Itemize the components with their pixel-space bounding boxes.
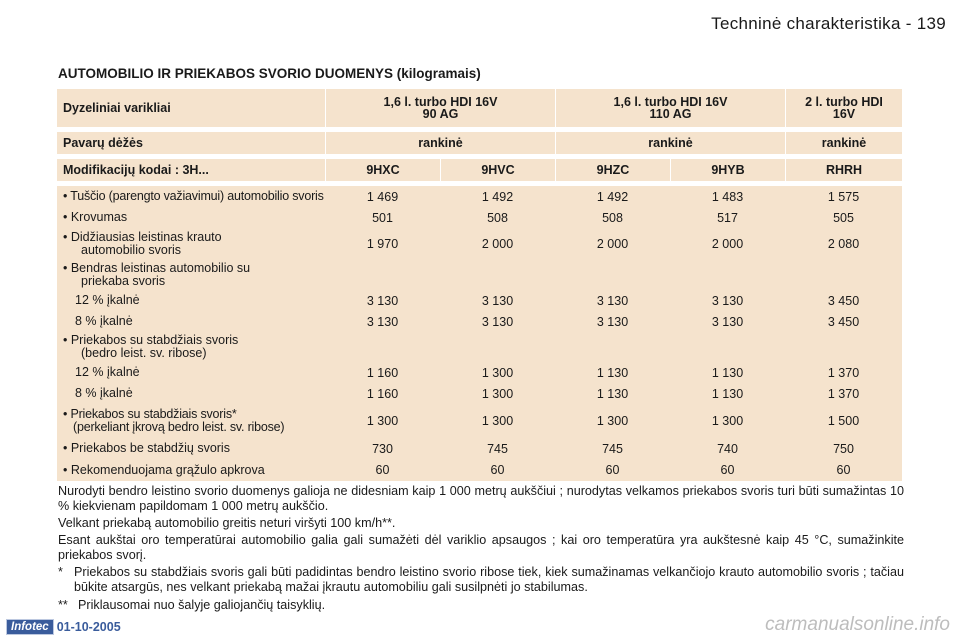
- value-cell: 1 370: [827, 386, 860, 401]
- row-label: • Bendras leistinas automobilio su priekaba svoris: [63, 261, 251, 288]
- row-label: 12 % įkalnė: [75, 365, 140, 379]
- value-cell: 508: [487, 210, 508, 225]
- value-cell: 3 130: [481, 293, 514, 308]
- row-label: 8 % įkalnė: [75, 314, 133, 328]
- value-cell: 750: [833, 441, 854, 456]
- note-temperature: Esant aukštai oro temperatūrai automobilio galia gali sumažėti dėl variklio apsaugos ; kai oro temperatūra yra aukštesnė kaip 45 °C, sumažinkite priekabos svorį.: [58, 533, 904, 562]
- value-cell: 1 500: [827, 414, 860, 428]
- value-cell: 1 492: [596, 189, 629, 204]
- edition-date: 01-10-2005: [56, 620, 121, 634]
- value-cell: [670, 260, 785, 290]
- value-cell: [440, 260, 555, 290]
- note-speed: Velkant priekabą automobilio greitis neturi viršyti 100 km/h**.: [58, 516, 396, 530]
- value-cell: 3 130: [481, 314, 514, 329]
- code-cell: 9HZC: [555, 159, 670, 181]
- value-cell: 745: [487, 441, 508, 456]
- value-cell: 1 130: [596, 365, 629, 380]
- data-body: [57, 186, 902, 481]
- value-cell: 60: [720, 463, 735, 477]
- engine-label: Dyzeliniai varikliai: [63, 100, 171, 115]
- value-cell: 3 130: [596, 314, 629, 329]
- value-cell: 1 492: [481, 189, 514, 204]
- value-cell: 1 300: [366, 414, 399, 428]
- row-label: • Priekabos be stabdžių svoris: [63, 441, 230, 455]
- row-label: • Krovumas: [63, 210, 128, 224]
- watermark: carmanualsonline.info: [765, 614, 950, 635]
- page-header: Techninė charakteristika - 139: [711, 14, 946, 33]
- value-cell: 3 130: [711, 314, 744, 329]
- value-cell: [670, 332, 785, 362]
- code-cell: 9HYB: [670, 159, 785, 181]
- footer-brand: [6, 620, 121, 634]
- value-cell: 1 469: [366, 189, 399, 204]
- gearbox-row: [57, 132, 902, 154]
- table-row: [57, 438, 902, 459]
- row-label: • Priekabos su stabdžiais svoris* (perkeliant įkrovą bedro leist. sv. ribose): [63, 407, 285, 434]
- value-cell: 1 130: [711, 386, 744, 401]
- table-row: [57, 207, 902, 228]
- value-cell: 745: [602, 441, 623, 456]
- value-cell: 60: [836, 463, 851, 477]
- row-label: • Rekomenduojama grąžulo apkrova: [63, 462, 265, 477]
- value-cell: 1 300: [596, 414, 629, 428]
- note-double-star: ** Priklausomai nuo šalyje galiojančių taisyklių.: [58, 598, 326, 612]
- table-row: [57, 228, 902, 260]
- value-cell: 3 130: [366, 293, 399, 308]
- value-cell: 2 000: [596, 237, 629, 251]
- value-cell: 3 130: [711, 293, 744, 308]
- engine-header-row: [57, 89, 902, 127]
- value-cell: 1 300: [711, 414, 744, 428]
- table-row: [57, 311, 902, 332]
- row-label: 12 % įkalnė: [75, 293, 140, 307]
- value-cell: 1 160: [366, 386, 399, 401]
- table-row: [57, 404, 902, 438]
- value-cell: 1 130: [711, 365, 744, 380]
- weights-table: [57, 89, 902, 481]
- value-cell: 60: [375, 463, 390, 477]
- engine-col-2: 1,6 l. turbo HDI 16V 110 AG: [555, 89, 785, 127]
- value-cell: 1 575: [827, 189, 860, 204]
- gearbox-cell: rankinė: [555, 132, 785, 154]
- table-row: [57, 459, 902, 481]
- note-altitude: Nurodyti bendro leistino svorio duomenys galioja ne didesniam kaip 1 000 metrų aukščiui ; nurodytas velkamos priekabos svoris turi būti sumažintas 10 % kiekvienam papildomam 1 000 metrų aukščio.: [58, 484, 904, 513]
- gearbox-cell: rankinė: [325, 132, 555, 154]
- value-cell: 1 300: [481, 386, 514, 401]
- value-cell: 740: [717, 441, 738, 456]
- section-heading: AUTOMOBILIO IR PRIEKABOS SVORIO DUOMENYS (kilogramais): [58, 66, 481, 81]
- value-cell: 517: [717, 210, 738, 225]
- value-cell: 2 000: [481, 237, 514, 251]
- value-cell: [325, 260, 440, 290]
- value-cell: [555, 260, 670, 290]
- brand-logo: Infotec: [6, 619, 54, 635]
- row-label: • Tuščio (parengto važiavimui) automobilio svoris: [63, 189, 324, 203]
- value-cell: [555, 332, 670, 362]
- value-cell: 1 160: [366, 365, 399, 380]
- codes-label: Modifikacijų kodai : 3H...: [63, 162, 209, 177]
- value-cell: 730: [372, 441, 393, 456]
- row-label: • Priekabos su stabdžiais svoris (bedro leist. sv. ribose): [63, 333, 239, 360]
- value-cell: 505: [833, 210, 854, 225]
- value-cell: 501: [372, 210, 393, 225]
- row-label: 8 % įkalnė: [75, 386, 133, 400]
- table-row: [57, 332, 902, 362]
- value-cell: 2 000: [711, 237, 744, 251]
- codes-row: [57, 159, 902, 181]
- value-cell: 1 300: [481, 365, 514, 380]
- table-row: [57, 383, 902, 404]
- value-cell: 3 130: [366, 314, 399, 329]
- value-cell: 1 370: [827, 365, 860, 380]
- value-cell: 1 483: [711, 189, 744, 204]
- code-cell: 9HVC: [440, 159, 555, 181]
- table-row: [57, 186, 902, 207]
- value-cell: 3 450: [827, 293, 860, 308]
- value-cell: 60: [490, 463, 505, 477]
- gearbox-cell: rankinė: [785, 132, 902, 154]
- value-cell: 1 130: [596, 386, 629, 401]
- value-cell: 60: [605, 463, 620, 477]
- footnotes: [58, 484, 904, 613]
- value-cell: [325, 332, 440, 362]
- table-row: [57, 260, 902, 290]
- value-cell: 508: [602, 210, 623, 225]
- engine-col-1: 1,6 l. turbo HDI 16V 90 AG: [325, 89, 555, 127]
- value-cell: 1 300: [481, 414, 514, 428]
- value-cell: 3 450: [827, 314, 860, 329]
- engine-col-3: 2 l. turbo HDI 16V: [785, 89, 902, 127]
- gearbox-label: Pavarų dėžės: [63, 135, 143, 150]
- note-star: * Priekabos su stabdžiais svoris gali būti padidintas bendro leistino svorio ribose tiek, kiek sumažinamas velkančiojo krauto automobilio svoris ; tačiau būkite atsargūs, nes velkant priekabą mažai įkrautu automobiliu gali susilpnėti jo stabilumas.: [58, 565, 904, 594]
- value-cell: [440, 332, 555, 362]
- code-cell: 9HXC: [325, 159, 440, 181]
- value-cell: [785, 332, 902, 362]
- value-cell: 2 080: [827, 237, 860, 251]
- row-label: • Didžiausias leistinas krauto automobilio svoris: [63, 230, 222, 257]
- table-row: [57, 362, 902, 383]
- value-cell: [785, 260, 902, 290]
- value-cell: 1 970: [366, 237, 399, 251]
- code-cell: RHRH: [785, 159, 902, 181]
- table-row: [57, 290, 902, 311]
- value-cell: 3 130: [596, 293, 629, 308]
